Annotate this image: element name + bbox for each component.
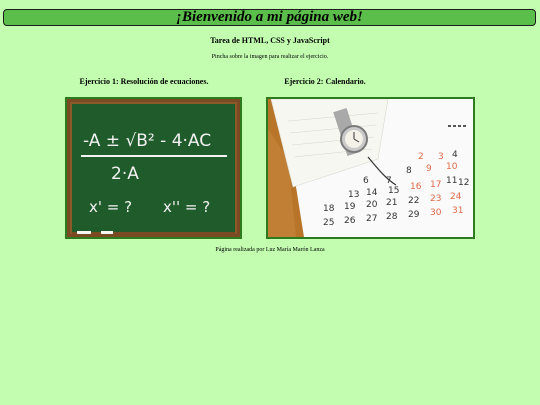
calendar-day-number: 12 bbox=[458, 178, 470, 188]
page-title: ¡Bienvenido a mi página web! bbox=[176, 9, 363, 25]
calendar-day-number: 29 bbox=[408, 210, 420, 220]
calendar-day-number: 21 bbox=[386, 198, 398, 208]
calendar-day-number: 24 bbox=[450, 192, 462, 202]
formula-numerator: -A ± √B² - 4·AC bbox=[83, 131, 212, 151]
calendar-day-number: 10 bbox=[446, 162, 458, 172]
calendar-day-number: 9 bbox=[426, 164, 432, 174]
calendar-day-number: 13 bbox=[348, 190, 360, 200]
assignment-subtitle: Tarea de HTML, CSS y JavaScript bbox=[210, 36, 330, 45]
calendar-day-number: 17 bbox=[430, 180, 442, 190]
exercise-1-image-link[interactable] bbox=[65, 97, 242, 239]
formula-denominator: 2·A bbox=[111, 164, 139, 184]
calendar-day-number: 4 bbox=[452, 150, 458, 160]
calendar-day-number: 3 bbox=[438, 152, 444, 162]
calendar-day-number: 31 bbox=[452, 206, 464, 216]
calendar-day-number: 19 bbox=[344, 202, 356, 212]
calendar-day-number: 25 bbox=[323, 218, 335, 228]
calendar-day-number: 15 bbox=[388, 186, 400, 196]
author-credit: Página realizada por Luz María Marón Lanza bbox=[215, 247, 325, 253]
click-instruction: Pincha sobre la imagen para realizar el ejercicio. bbox=[211, 54, 329, 60]
calendar-day-number: 16 bbox=[410, 182, 422, 192]
calendar-day-number: 7 bbox=[386, 176, 392, 186]
calendar-day-number: 30 bbox=[430, 208, 442, 218]
root-x2: x'' = ? bbox=[163, 198, 211, 216]
calendar-day-number: 18 bbox=[323, 204, 335, 214]
exercise-2-title: Ejercicio 2: Calendario. bbox=[284, 77, 366, 86]
page-title-banner bbox=[3, 9, 536, 26]
calendar-day-number: 11 bbox=[446, 176, 458, 186]
exercise-2-image-link[interactable] bbox=[266, 97, 475, 239]
calendar-day-number: 14 bbox=[366, 188, 378, 198]
calendar-day-number: 28 bbox=[386, 212, 398, 222]
calendar-day-number: 27 bbox=[366, 214, 378, 224]
calendar-day-number: 26 bbox=[344, 216, 356, 226]
chalkboard-image bbox=[67, 99, 240, 237]
calendar-day-number: 8 bbox=[406, 166, 412, 176]
root-x1: x' = ? bbox=[89, 198, 133, 216]
calendar-day-number: 20 bbox=[366, 200, 378, 210]
calendar-day-number: 23 bbox=[430, 194, 442, 204]
exercise-1-title: Ejercicio 1: Resolución de ecuaciones. bbox=[79, 77, 209, 86]
calendar-day-number: 6 bbox=[363, 176, 369, 186]
calendar-day-number: 22 bbox=[408, 196, 420, 206]
calendar-image bbox=[268, 99, 473, 237]
calendar-day-number: 2 bbox=[418, 152, 424, 162]
